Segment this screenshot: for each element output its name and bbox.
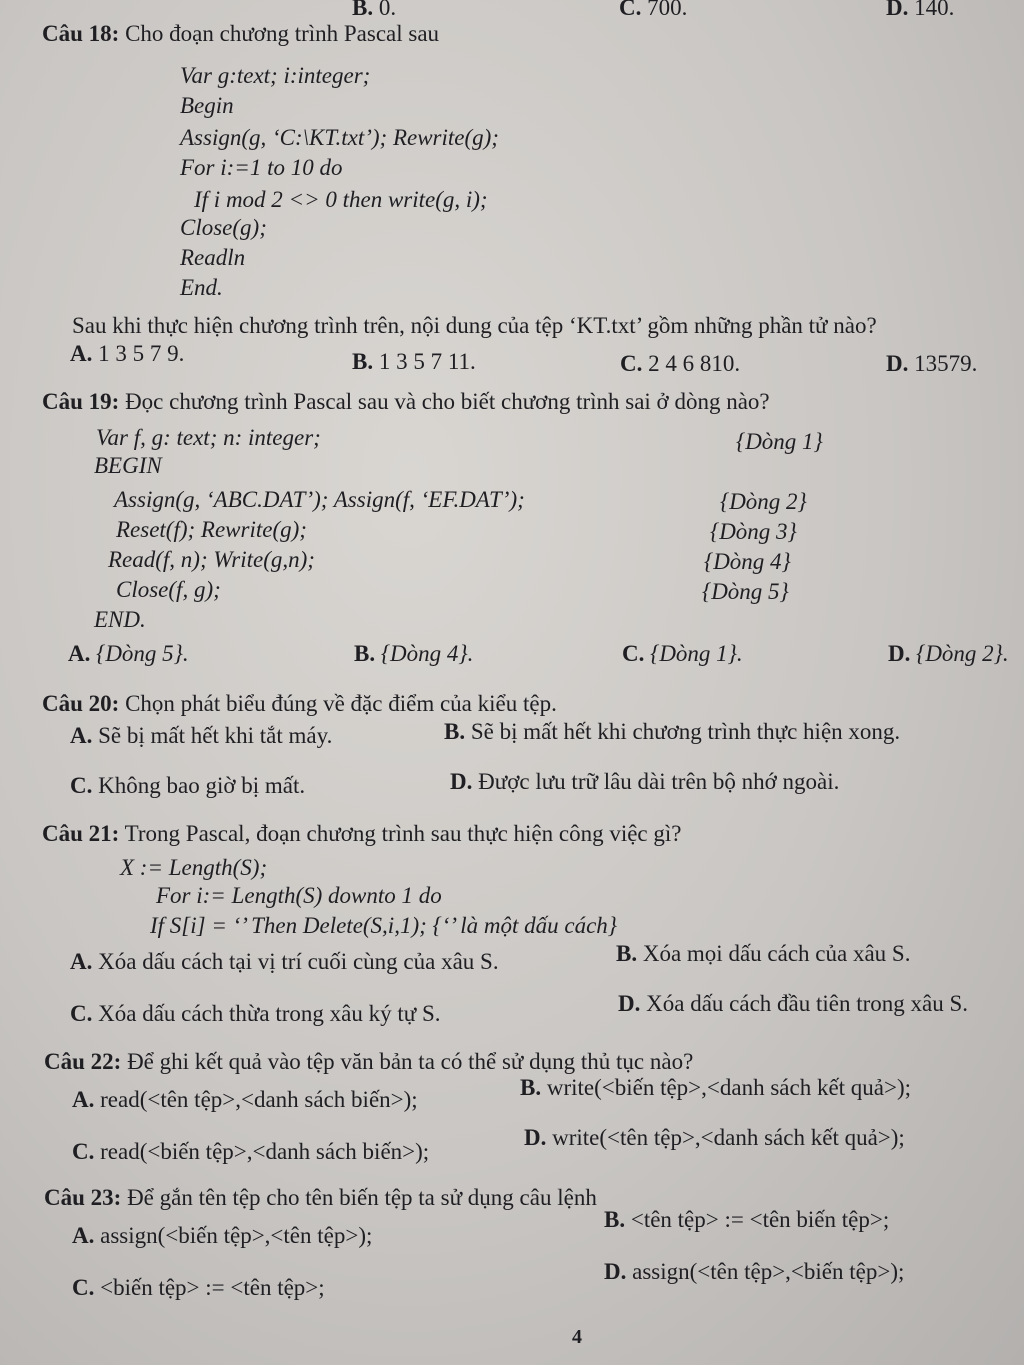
q18-code-line: Readln xyxy=(180,245,246,270)
q19-code-line: Reset(f); Rewrite(g); xyxy=(116,517,307,542)
q19-option-c: C. {Dòng 1}. xyxy=(622,641,743,666)
q18-code-line: If i mod 2 <> 0 then write(g, i); xyxy=(194,187,488,212)
q21-code-line: For i:= Length(S) downto 1 do xyxy=(156,883,442,908)
q20-option-a: A. Sẽ bị mất hết khi tắt máy. xyxy=(70,723,333,748)
q19-code-line: Assign(g, ‘ABC.DAT’); Assign(f, ‘EF.DAT’); xyxy=(114,487,525,512)
q22-option-b: B. write(<biến tệp>,<danh sách kết quả>); xyxy=(520,1075,912,1100)
q18-option-a: A. 1 3 5 7 9. xyxy=(70,341,185,366)
q21-heading: Câu 21: Trong Pascal, đoạn chương trình sau thực hiện công việc gì? xyxy=(42,821,682,846)
q19-line-tag: {Dòng 5} xyxy=(702,579,789,604)
q18-option-b: B. 1 3 5 7 11. xyxy=(352,349,476,374)
q19-option-a: A. {Dòng 5}. xyxy=(68,641,189,666)
q19-option-d: D. {Dòng 2}. xyxy=(888,641,1009,666)
q22-heading: Câu 22: Để ghi kết quả vào tệp văn bản ta có thể sử dụng thủ tục nào? xyxy=(44,1049,694,1074)
q18-code-line: Var g:text; i:integer; xyxy=(180,63,371,88)
q18-prompt: Sau khi thực hiện chương trình trên, nội dung của tệp ‘KT.txt’ gồm những phần tử nào? xyxy=(72,313,877,338)
q23-option-b: B. <tên tệp> := <tên biến tệp>; xyxy=(604,1207,890,1232)
page-number: 4 xyxy=(572,1326,582,1348)
q21-option-b: B. Xóa mọi dấu cách của xâu S. xyxy=(616,941,911,966)
q18-option-d: D. 13579. xyxy=(886,351,978,376)
q21-option-c: C. Xóa dấu cách thừa trong xâu ký tự S. xyxy=(70,1001,441,1026)
q19-code-line: Close(f, g); xyxy=(116,577,221,602)
prev-option-c: C. 700. xyxy=(619,0,688,20)
prev-option-b: B. 0. xyxy=(352,0,397,20)
q19-line-tag: {Dòng 4} xyxy=(704,549,791,574)
q21-option-a: A. Xóa dấu cách tại vị trí cuối cùng của xâu S. xyxy=(70,949,499,974)
q19-code-line: Read(f, n); Write(g,n); xyxy=(108,547,315,572)
q19-code-line: BEGIN xyxy=(94,453,162,478)
q20-option-d: D. Được lưu trữ lâu dài trên bộ nhớ ngoài. xyxy=(450,769,840,794)
q18-option-c: C. 2 4 6 810. xyxy=(620,351,741,376)
q23-option-a: A. assign(<biến tệp>,<tên tệp>); xyxy=(72,1223,373,1248)
q19-code-line: Var f, g: text; n: integer; xyxy=(96,425,321,450)
q23-option-d: D. assign(<tên tệp>,<biến tệp>); xyxy=(604,1259,905,1284)
q20-heading: Câu 20: Chọn phát biểu đúng về đặc điểm của kiểu tệp. xyxy=(42,691,557,716)
q22-option-d: D. write(<tên tệp>,<danh sách kết quả>); xyxy=(524,1125,905,1150)
q18-code-line: End. xyxy=(180,275,223,300)
q23-heading: Câu 23: Để gắn tên tệp cho tên biến tệp ta sử dụng câu lệnh xyxy=(44,1185,597,1210)
q22-option-a: A. read(<tên tệp>,<danh sách biến>); xyxy=(72,1087,418,1112)
q20-option-b: B. Sẽ bị mất hết khi chương trình thực hiện xong. xyxy=(444,719,901,744)
q19-line-tag: {Dòng 3} xyxy=(710,519,797,544)
q18-code-line: For i:=1 to 10 do xyxy=(180,155,343,180)
q21-code-line: If S[i] = ‘’ Then Delete(S,i,1); {‘’ là một dấu cách} xyxy=(150,913,617,938)
q18-heading: Câu 18: Cho đoạn chương trình Pascal sau xyxy=(42,21,440,46)
q19-option-b: B. {Dòng 4}. xyxy=(354,641,474,666)
q19-code-line: END. xyxy=(94,607,146,632)
q21-option-d: D. Xóa dấu cách đầu tiên trong xâu S. xyxy=(618,991,969,1016)
q20-option-c: C. Không bao giờ bị mất. xyxy=(70,773,306,798)
q18-code-line: Close(g); xyxy=(180,215,267,240)
q19-line-tag: {Dòng 2} xyxy=(720,489,807,514)
prev-option-d: D. 140. xyxy=(886,0,955,20)
q18-code-line: Begin xyxy=(180,93,234,118)
q19-line-tag: {Dòng 1} xyxy=(736,429,823,454)
q22-option-c: C. read(<biến tệp>,<danh sách biến>); xyxy=(72,1139,430,1164)
q21-code-line: X := Length(S); xyxy=(120,855,268,880)
q23-option-c: C. <biến tệp> := <tên tệp>; xyxy=(72,1275,325,1300)
q19-heading: Câu 19: Đọc chương trình Pascal sau và cho biết chương trình sai ở dòng nào? xyxy=(42,389,770,414)
q18-code-line: Assign(g, ‘C:\KT.txt’); Rewrite(g); xyxy=(180,125,499,150)
